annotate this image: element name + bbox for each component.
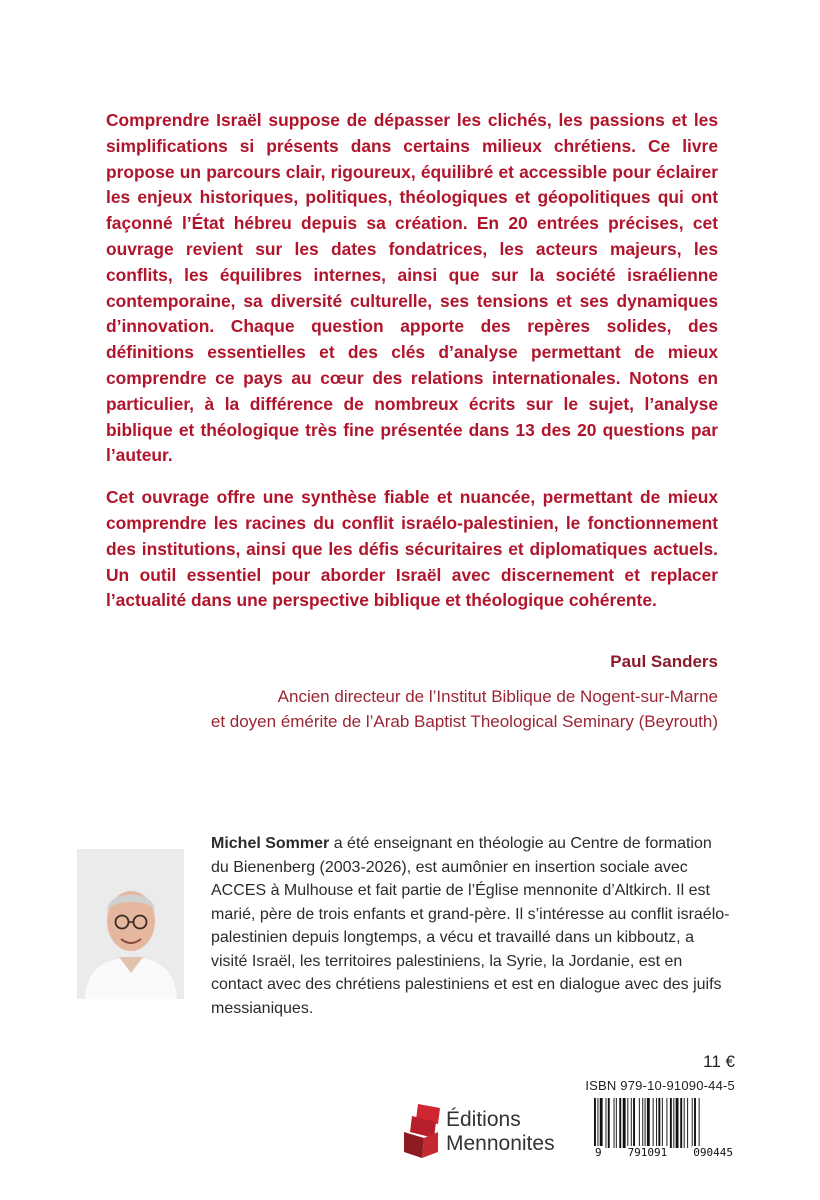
endorser-role-line-1: Ancien directeur de l’Institut Biblique de Nogent-sur-Marne xyxy=(277,687,718,706)
price: 11 € xyxy=(703,1052,735,1071)
barcode-digit-group-1: 791091 xyxy=(627,1146,668,1159)
barcode-bar xyxy=(666,1098,667,1148)
isbn: ISBN 979-10-91090-44-5 xyxy=(585,1078,735,1093)
blurb-paragraph-1: Comprendre Israël suppose de dépasser les clichés, les passions et les simplifications si présents dans certains milieux chrétiens. Ce livre propose un parcours clair, rigoureux, équilibré et accessible pour éclairer les enjeux historiques, politiques, théologiques et géopolitiques qui ont façonné l’État hébreu depuis sa création. En 20 entrées précises, cet ouvrage revient sur les dates fondatrices, les acteurs majeurs, les conflits, les équilibres internes, ainsi que sur la société israélienne contemporaine, sa diversité culturelle, ses tensions et ses dynamiques d’innovation. Chaque question apporte des repères solides, des définitions essentielles et des clés d’analyse permettant de mieux comprendre ce pays au cœur des relations internationales. Notons en particulier, à la différence de nombreux écrits sur le sujet, l’analyse biblique et théologique très fine présentée dans 13 des 20 questions par l’auteur. xyxy=(106,110,718,466)
endorser-name: Paul Sanders xyxy=(610,652,718,671)
barcode-digits xyxy=(594,1146,734,1159)
barcode-bar xyxy=(614,1098,615,1148)
barcode-bar xyxy=(653,1098,654,1148)
back-cover-blurb xyxy=(106,108,718,630)
barcode-bar xyxy=(608,1098,610,1148)
barcode-bar xyxy=(623,1098,626,1148)
publisher-logo-icon xyxy=(402,1102,442,1160)
barcode-bar xyxy=(676,1098,679,1148)
author-name: Michel Sommer xyxy=(211,835,330,852)
publisher-line-1: Éditions xyxy=(446,1108,521,1131)
barcode-bar xyxy=(673,1098,674,1148)
barcode-bar xyxy=(645,1098,646,1148)
barcode-bar xyxy=(692,1098,693,1148)
barcode-bar xyxy=(616,1098,617,1148)
barcode-digit-group-2: 090445 xyxy=(693,1146,733,1159)
barcode-bar xyxy=(642,1098,643,1148)
barcode-bar xyxy=(687,1098,688,1148)
publisher-line-2: Mennonites xyxy=(446,1132,555,1155)
barcode-bar xyxy=(606,1098,607,1148)
author-portrait-icon xyxy=(77,849,184,999)
barcode-bar xyxy=(699,1098,700,1148)
barcode-bar xyxy=(694,1098,696,1148)
barcode-bar xyxy=(631,1098,632,1148)
author-bio xyxy=(211,832,731,1020)
barcode-bar xyxy=(670,1098,672,1148)
barcode-bar xyxy=(627,1098,628,1148)
barcode-bar xyxy=(647,1098,650,1148)
blurb-paragraph-2: Cet ouvrage offre une synthèse fiable et nuancée, permettant de mieux comprendre les racines du conflit israélo-palestinien, le fonctionnement des institutions, ainsi que les défis sécuritaires et diplomatiques actuels. Un outil essentiel pour aborder Israël avec discernement et replacer l’actualité dans une perspective biblique et théologique cohérente. xyxy=(106,487,718,611)
barcode-bar xyxy=(662,1098,663,1148)
author-bio-text: a été enseignant en théologie au Centre de formation du Bienenberg (2003-2026), est aumônier en insertion sociale avec ACCES à Mulhouse et fait partie de l’Église mennonite d’Altkirch. Il est marié, père de trois enfants et grand-père. Il s’intéresse au conflit israélo-palestinien depuis longtemps, a vécu et travaillé dans un kibboutz, a visité Israël, les territoires palestiniens, la Syrie, la Jordanie, est en contact avec des chrétiens palestiniens et est en dialogue avec des juifs messianiques. xyxy=(211,835,730,1017)
barcode-bar xyxy=(639,1098,640,1148)
barcode-bar xyxy=(597,1098,598,1148)
barcode-bar xyxy=(594,1098,596,1148)
barcode-digit-first: 9 xyxy=(595,1146,602,1159)
barcode-bar xyxy=(633,1098,635,1148)
barcode-bar xyxy=(619,1098,621,1148)
barcode-bar xyxy=(680,1098,682,1148)
author-photo xyxy=(77,849,184,999)
publisher-name xyxy=(446,1108,555,1156)
barcode-bar xyxy=(684,1098,685,1148)
endorsement-signature xyxy=(106,652,718,734)
barcode-bar xyxy=(600,1098,603,1148)
barcode-bar xyxy=(656,1098,657,1148)
endorser-role-line-2: et doyen émérite de l’Arab Baptist Theological Seminary (Beyrouth) xyxy=(210,712,718,731)
barcode-bar xyxy=(658,1098,660,1148)
